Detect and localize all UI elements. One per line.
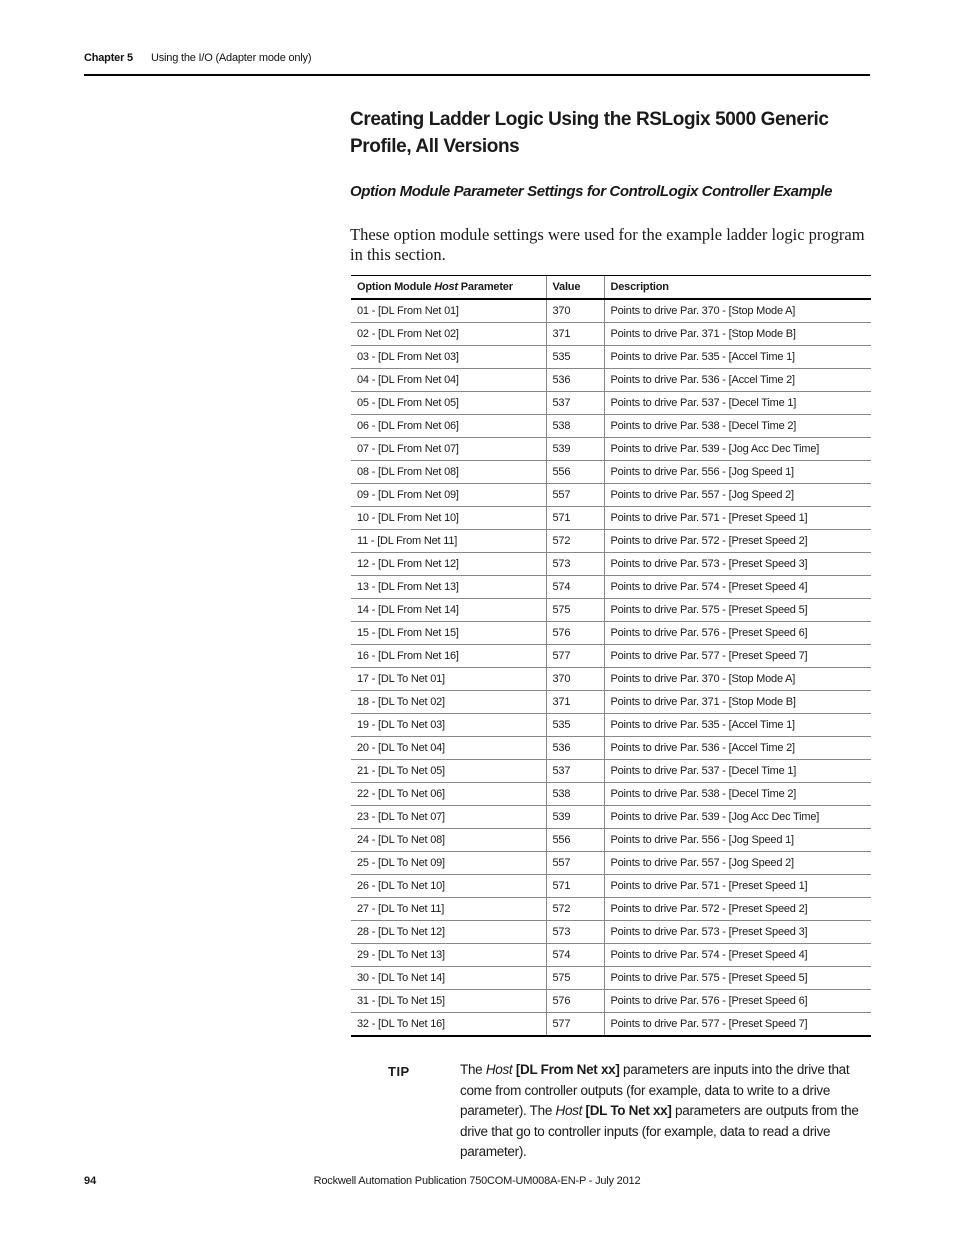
table-row bbox=[351, 990, 871, 1013]
tip-text-part: Host bbox=[485, 1062, 513, 1077]
chapter-label: Chapter 5 bbox=[84, 52, 133, 64]
table-row bbox=[351, 829, 871, 852]
cell-description: Points to drive Par. 576 - [Preset Speed 6] bbox=[604, 990, 871, 1013]
cell-value: 539 bbox=[546, 806, 604, 829]
table-row bbox=[351, 299, 871, 323]
table-row bbox=[351, 530, 871, 553]
cell-parameter: 08 - [DL From Net 08] bbox=[351, 461, 546, 484]
cell-value: 537 bbox=[546, 392, 604, 415]
cell-description: Points to drive Par. 556 - [Jog Speed 1] bbox=[604, 461, 871, 484]
cell-description: Points to drive Par. 371 - [Stop Mode B] bbox=[604, 691, 871, 714]
cell-description: Points to drive Par. 536 - [Accel Time 2] bbox=[604, 369, 871, 392]
cell-parameter: 26 - [DL To Net 10] bbox=[351, 875, 546, 898]
cell-value: 370 bbox=[546, 668, 604, 691]
table-row bbox=[351, 944, 871, 967]
cell-parameter: 10 - [DL From Net 10] bbox=[351, 507, 546, 530]
cell-parameter: 15 - [DL From Net 15] bbox=[351, 622, 546, 645]
cell-parameter: 24 - [DL To Net 08] bbox=[351, 829, 546, 852]
cell-description: Points to drive Par. 538 - [Decel Time 2] bbox=[604, 783, 871, 806]
cell-parameter: 22 - [DL To Net 06] bbox=[351, 783, 546, 806]
publication-info: Rockwell Automation Publication 750COM-UM008A-EN-P - July 2012 bbox=[313, 1175, 641, 1187]
table-row bbox=[351, 438, 871, 461]
cell-value: 537 bbox=[546, 760, 604, 783]
cell-description: Points to drive Par. 573 - [Preset Speed 3] bbox=[604, 553, 871, 576]
cell-parameter: 14 - [DL From Net 14] bbox=[351, 599, 546, 622]
tip-text-part: parameters are outputs from the drive that go to controller inputs (for example, data to read a drive parameter). bbox=[460, 1103, 859, 1159]
cell-description: Points to drive Par. 577 - [Preset Speed 7] bbox=[604, 645, 871, 668]
table-row bbox=[351, 461, 871, 484]
cell-parameter: 07 - [DL From Net 07] bbox=[351, 438, 546, 461]
table-row bbox=[351, 1013, 871, 1037]
cell-value: 535 bbox=[546, 346, 604, 369]
table-row bbox=[351, 346, 871, 369]
cell-description: Points to drive Par. 557 - [Jog Speed 2] bbox=[604, 852, 871, 875]
table-caption: Option Module Parameter Settings for ControlLogix Controller Example bbox=[350, 183, 833, 200]
cell-value: 538 bbox=[546, 415, 604, 438]
tip-text-part: [DL To Net xx] bbox=[585, 1103, 672, 1118]
cell-description: Points to drive Par. 574 - [Preset Speed 4] bbox=[604, 576, 871, 599]
tip-text-part: parameters are inputs into the drive that come from controller outputs (for example, data to write to a drive parameter). The bbox=[460, 1062, 850, 1118]
cell-value: 575 bbox=[546, 967, 604, 990]
cell-description: Points to drive Par. 371 - [Stop Mode B] bbox=[604, 323, 871, 346]
tip-text-part: [DL From Net xx] bbox=[515, 1062, 620, 1077]
cell-value: 371 bbox=[546, 691, 604, 714]
cell-description: Points to drive Par. 571 - [Preset Speed 1] bbox=[604, 507, 871, 530]
cell-value: 370 bbox=[546, 299, 604, 323]
table-row bbox=[351, 714, 871, 737]
cell-parameter: 03 - [DL From Net 03] bbox=[351, 346, 546, 369]
cell-value: 573 bbox=[546, 553, 604, 576]
cell-description: Points to drive Par. 535 - [Accel Time 1] bbox=[604, 714, 871, 737]
cell-value: 538 bbox=[546, 783, 604, 806]
cell-parameter: 02 - [DL From Net 02] bbox=[351, 323, 546, 346]
cell-parameter: 32 - [DL To Net 16] bbox=[351, 1013, 546, 1037]
table-row bbox=[351, 691, 871, 714]
cell-value: 577 bbox=[546, 1013, 604, 1037]
parameter-table bbox=[351, 275, 871, 1037]
col-header-parameter-prefix: Option Module bbox=[357, 281, 435, 293]
table-header-row bbox=[351, 276, 871, 300]
table-row bbox=[351, 668, 871, 691]
table-row bbox=[351, 852, 871, 875]
cell-description: Points to drive Par. 572 - [Preset Speed 2] bbox=[604, 898, 871, 921]
cell-parameter: 05 - [DL From Net 05] bbox=[351, 392, 546, 415]
cell-description: Points to drive Par. 538 - [Decel Time 2] bbox=[604, 415, 871, 438]
cell-value: 577 bbox=[546, 645, 604, 668]
cell-value: 572 bbox=[546, 898, 604, 921]
cell-description: Points to drive Par. 537 - [Decel Time 1] bbox=[604, 760, 871, 783]
table-row bbox=[351, 967, 871, 990]
cell-value: 556 bbox=[546, 461, 604, 484]
table-row bbox=[351, 599, 871, 622]
cell-value: 573 bbox=[546, 921, 604, 944]
cell-value: 574 bbox=[546, 944, 604, 967]
table-row bbox=[351, 415, 871, 438]
cell-parameter: 21 - [DL To Net 05] bbox=[351, 760, 546, 783]
cell-description: Points to drive Par. 575 - [Preset Speed 5] bbox=[604, 599, 871, 622]
cell-parameter: 11 - [DL From Net 11] bbox=[351, 530, 546, 553]
table-row bbox=[351, 369, 871, 392]
tip-text-part: The bbox=[460, 1062, 486, 1077]
intro-paragraph: These option module settings were used for the example ladder logic program in this section. bbox=[350, 225, 865, 264]
cell-value: 571 bbox=[546, 875, 604, 898]
cell-value: 572 bbox=[546, 530, 604, 553]
table-row bbox=[351, 898, 871, 921]
cell-description: Points to drive Par. 574 - [Preset Speed 4] bbox=[604, 944, 871, 967]
cell-description: Points to drive Par. 573 - [Preset Speed 3] bbox=[604, 921, 871, 944]
cell-description: Points to drive Par. 576 - [Preset Speed 6] bbox=[604, 622, 871, 645]
table-row bbox=[351, 484, 871, 507]
page-number: 94 bbox=[84, 1175, 97, 1187]
table-row bbox=[351, 323, 871, 346]
col-header-description: Description bbox=[604, 276, 871, 300]
cell-parameter: 01 - [DL From Net 01] bbox=[351, 299, 546, 323]
table-row bbox=[351, 553, 871, 576]
cell-parameter: 27 - [DL To Net 11] bbox=[351, 898, 546, 921]
tip-text-part: Host bbox=[555, 1103, 583, 1118]
cell-value: 574 bbox=[546, 576, 604, 599]
col-header-parameter bbox=[351, 276, 546, 300]
table-row bbox=[351, 392, 871, 415]
cell-parameter: 19 - [DL To Net 03] bbox=[351, 714, 546, 737]
cell-description: Points to drive Par. 571 - [Preset Speed 1] bbox=[604, 875, 871, 898]
table-row bbox=[351, 921, 871, 944]
cell-description: Points to drive Par. 557 - [Jog Speed 2] bbox=[604, 484, 871, 507]
cell-parameter: 16 - [DL From Net 16] bbox=[351, 645, 546, 668]
cell-value: 535 bbox=[546, 714, 604, 737]
chapter-section: Using the I/O (Adapter mode only) bbox=[151, 52, 312, 64]
cell-description: Points to drive Par. 539 - [Jog Acc Dec Time] bbox=[604, 438, 871, 461]
cell-value: 536 bbox=[546, 737, 604, 760]
cell-parameter: 04 - [DL From Net 04] bbox=[351, 369, 546, 392]
header-divider bbox=[84, 74, 870, 76]
cell-description: Points to drive Par. 577 - [Preset Speed 7] bbox=[604, 1013, 871, 1037]
cell-description: Points to drive Par. 370 - [Stop Mode A] bbox=[604, 299, 871, 323]
tip-label: TIP bbox=[388, 1064, 410, 1079]
cell-parameter: 20 - [DL To Net 04] bbox=[351, 737, 546, 760]
col-header-parameter-host: Host bbox=[434, 281, 458, 293]
cell-value: 371 bbox=[546, 323, 604, 346]
cell-value: 576 bbox=[546, 990, 604, 1013]
cell-description: Points to drive Par. 370 - [Stop Mode A] bbox=[604, 668, 871, 691]
cell-parameter: 18 - [DL To Net 02] bbox=[351, 691, 546, 714]
cell-value: 576 bbox=[546, 622, 604, 645]
cell-parameter: 17 - [DL To Net 01] bbox=[351, 668, 546, 691]
cell-parameter: 28 - [DL To Net 12] bbox=[351, 921, 546, 944]
table-row bbox=[351, 783, 871, 806]
cell-description: Points to drive Par. 572 - [Preset Speed 2] bbox=[604, 530, 871, 553]
cell-value: 536 bbox=[546, 369, 604, 392]
cell-description: Points to drive Par. 539 - [Jog Acc Dec Time] bbox=[604, 806, 871, 829]
cell-parameter: 13 - [DL From Net 13] bbox=[351, 576, 546, 599]
table-row bbox=[351, 760, 871, 783]
cell-description: Points to drive Par. 535 - [Accel Time 1] bbox=[604, 346, 871, 369]
cell-parameter: 29 - [DL To Net 13] bbox=[351, 944, 546, 967]
cell-value: 556 bbox=[546, 829, 604, 852]
cell-value: 575 bbox=[546, 599, 604, 622]
cell-parameter: 23 - [DL To Net 07] bbox=[351, 806, 546, 829]
cell-value: 557 bbox=[546, 852, 604, 875]
col-header-value: Value bbox=[546, 276, 604, 300]
cell-value: 539 bbox=[546, 438, 604, 461]
cell-description: Points to drive Par. 556 - [Jog Speed 1] bbox=[604, 829, 871, 852]
cell-parameter: 30 - [DL To Net 14] bbox=[351, 967, 546, 990]
cell-parameter: 31 - [DL To Net 15] bbox=[351, 990, 546, 1013]
table-row bbox=[351, 875, 871, 898]
table-row bbox=[351, 576, 871, 599]
cell-parameter: 25 - [DL To Net 09] bbox=[351, 852, 546, 875]
table-row bbox=[351, 645, 871, 668]
col-header-parameter-suffix: Parameter bbox=[457, 281, 513, 293]
table-row bbox=[351, 507, 871, 530]
cell-parameter: 06 - [DL From Net 06] bbox=[351, 415, 546, 438]
table-row bbox=[351, 737, 871, 760]
table-row bbox=[351, 622, 871, 645]
table-body bbox=[351, 299, 871, 1036]
cell-value: 571 bbox=[546, 507, 604, 530]
cell-parameter: 09 - [DL From Net 09] bbox=[351, 484, 546, 507]
tip-text bbox=[460, 1060, 870, 1163]
page-title: Creating Ladder Logic Using the RSLogix 5000 Generic Profile, All Versions bbox=[350, 109, 829, 157]
table-row bbox=[351, 806, 871, 829]
page-header bbox=[84, 52, 870, 64]
cell-description: Points to drive Par. 537 - [Decel Time 1] bbox=[604, 392, 871, 415]
cell-description: Points to drive Par. 575 - [Preset Speed 5] bbox=[604, 967, 871, 990]
cell-description: Points to drive Par. 536 - [Accel Time 2] bbox=[604, 737, 871, 760]
cell-parameter: 12 - [DL From Net 12] bbox=[351, 553, 546, 576]
cell-value: 557 bbox=[546, 484, 604, 507]
